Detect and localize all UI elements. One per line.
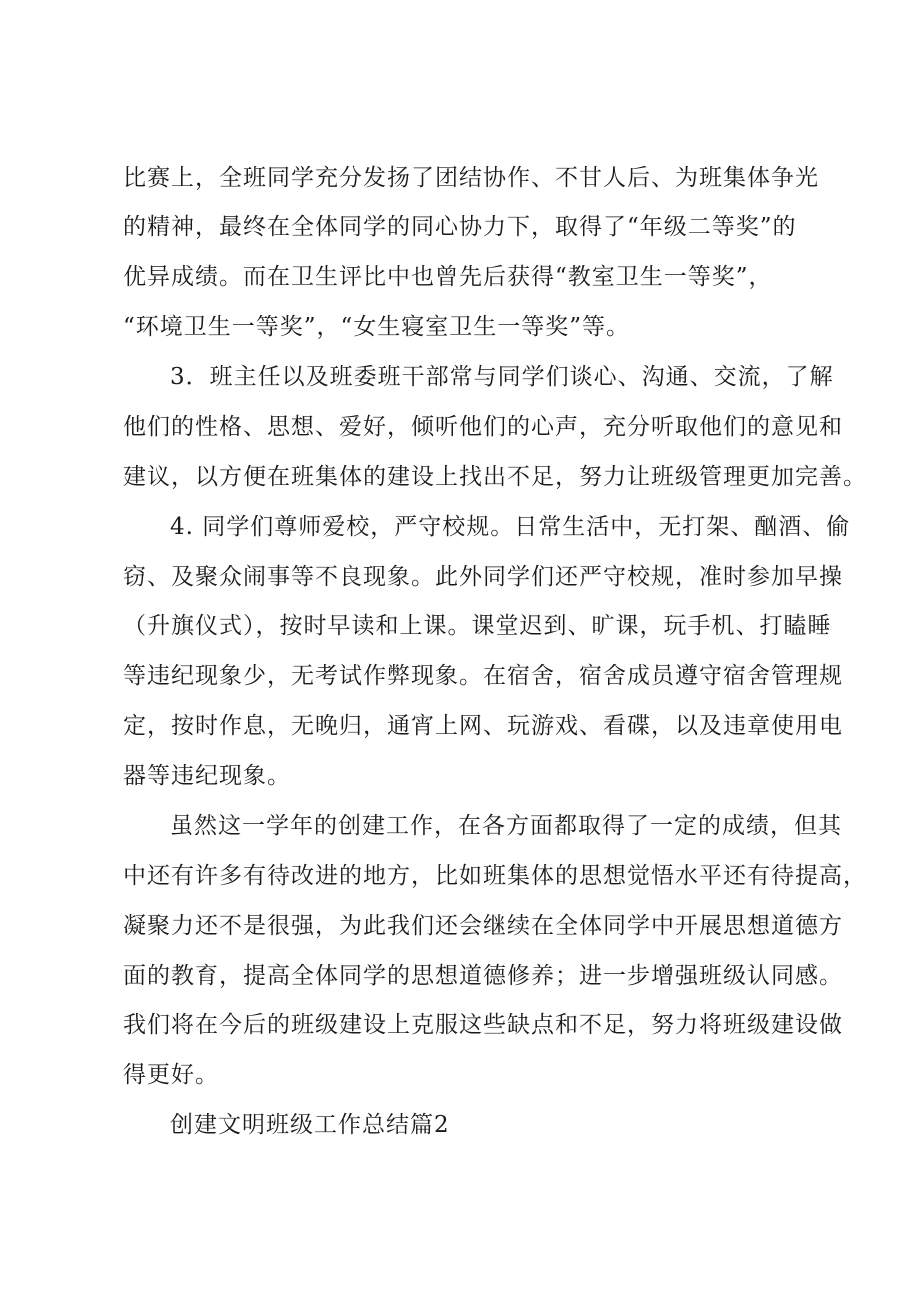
text-line-1: 比赛上，全班同学充分发扬了团结协作、不甘人后、为班集体争光 — [123, 165, 819, 191]
text-line-6: 他们的性格、思想、爱好，倾听他们的心声，充分听取他们的意见和 — [123, 414, 843, 440]
text-line-9: 窃、及聚众闹事等不良现象。此外同学们还严守校规，准时参加早操 — [123, 564, 843, 590]
text-line-7: 建议，以方便在班集体的建设上找出不足，努力让班级管理更加完善。 — [123, 464, 867, 490]
text-line-11: 等违纪现象少，无考试作弊现象。在宿舍，宿舍成员遵守宿舍管理规 — [123, 663, 843, 689]
section-heading: 创建文明班级工作总结篇2 — [170, 1112, 450, 1138]
text-line-5: 3．班主任以及班委班干部常与同学们谈心、沟通、交流，了解 — [170, 364, 834, 390]
text-line-14: 虽然这一学年的创建工作，在各方面都取得了一定的成绩，但其 — [170, 813, 842, 839]
text-line-3: 优异成绩。而在卫生评比中也曾先后获得“教室卫生一等奖”， — [123, 264, 773, 290]
text-line-18: 我们将在今后的班级建设上克服这些缺点和不足，努力将班级建设做 — [123, 1012, 843, 1038]
text-line-13: 器等违纪现象。 — [123, 763, 291, 789]
text-line-4: “环境卫生一等奖”，“女生寝室卫生一等奖”等。 — [123, 314, 631, 340]
text-line-2: 的精神，最终在全体同学的同心协力下，取得了“年级二等奖”的 — [123, 214, 797, 240]
text-line-8: 4. 同学们尊师爱校，严守校规。日常生活中，无打架、酗酒、偷 — [170, 514, 851, 540]
text-line-12: 定，按时作息，无晚归，通宵上网、玩游戏、看碟，以及违章使用电 — [123, 713, 843, 739]
text-line-19: 得更好。 — [123, 1062, 219, 1088]
text-line-17: 面的教育，提高全体同学的思想道德修养；进一步增强班级认同感。 — [123, 963, 843, 989]
text-line-10: （升旗仪式），按时早读和上课。课堂迟到、旷课，玩手机、打瞌睡 — [123, 613, 832, 639]
text-line-15: 中还有许多有待改进的地方，比如班集体的思想觉悟水平还有待提高， — [123, 863, 867, 889]
text-line-16: 凝聚力还不是很强，为此我们还会继续在全体同学中开展思想道德方 — [123, 913, 843, 939]
